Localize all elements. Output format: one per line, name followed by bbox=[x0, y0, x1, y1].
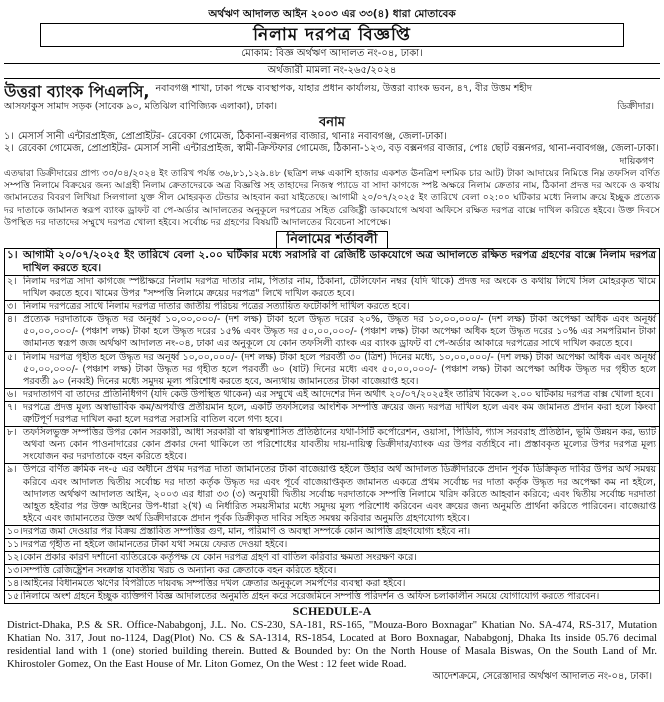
rule-item bbox=[5, 275, 659, 300]
rule-item bbox=[5, 300, 659, 313]
court-name: মোকাম: বিজ্ঞ অর্থঋণ আদালত নং-০৪, ঢাকা। bbox=[241, 48, 423, 59]
rule-number: ১২। bbox=[7, 552, 23, 564]
rules-title: নিলামের শর্তাবলী bbox=[276, 231, 389, 249]
signature-line2: অর্থঋণ আদালত নং-০৪, ঢাকা। bbox=[528, 671, 652, 683]
rule-item bbox=[5, 538, 659, 551]
defendant-item bbox=[4, 143, 660, 156]
rule-number: ১৩। bbox=[7, 565, 23, 577]
rule-text: দরদাতাগণ বা তাদের প্রতিনিধিগণ (যদি কেউ উপস্থিত থাকেন) এর সম্মুখে এই আদেশের দিন অর্থাৎ ২০/০৭/২০২৫ইং তারিখ বিকেল ২.০০ ঘটিকায় দরপত্র বাক্স খোলা হবে। bbox=[23, 388, 654, 400]
rule-item bbox=[5, 463, 659, 524]
bank-address-line1: নবাবগঞ্জ শাখা, ঢাকা পক্ষে ব্যবস্থাপক, যাহার প্রধান কার্যালয়, উত্তরা ব্যাংক ভবন, ৪৭, বীর উত্তম শহীদ bbox=[155, 83, 533, 94]
rule-text: আইনের বিধানমতে ঋণের বিপরীতে দায়বদ্ধ সম্পত্তির দখল ক্রেতার অনুকূলে সমর্পণের ব্যবস্থা করা হইবে। bbox=[23, 578, 406, 590]
bank-name: উত্তরা ব্যাংক পিএলসি, bbox=[4, 82, 150, 101]
rule-number: ১৪। bbox=[7, 578, 23, 590]
case-number: অর্থজারী মামলা নং-২৬৫/২০২৪ bbox=[4, 63, 660, 79]
defendant-item bbox=[4, 131, 660, 144]
schedule-title: SCHEDULE-A bbox=[292, 604, 372, 619]
signature-block bbox=[4, 671, 660, 684]
rule-item bbox=[5, 564, 659, 577]
rule-number: ৮। bbox=[7, 427, 17, 439]
defendant-number: ২। bbox=[4, 143, 14, 154]
rule-number: ২। bbox=[7, 276, 17, 288]
versus-label: বনাম bbox=[319, 114, 345, 130]
plaintiff-role: ডিক্রীদার। bbox=[617, 101, 654, 112]
defendants-list bbox=[4, 131, 660, 169]
defendant-number: ১। bbox=[4, 130, 14, 142]
rule-text: উপরে বর্ণিত ক্রমিক নং-৫ এর অধীনে প্রথম দরপত্র দাতা জামানতের টাকা বাজেয়াপ্ত হইলে উহার অর্থ আদালত ডিক্রীদারকে প্রদান পূর্বক ডিক্রিকৃত দাবির উপর অর্থ সমন্বয় করিবে এবং আদালত দ্বিতীয় সর্বোচ্চ দর দাতা কর্তৃক উদ্ধৃত দর এবং পূর্বে বাজেয়াপ্তকৃত জামানত একত্রে প্রথম সর্বোচ্চ দর দাতা কর্তৃক উদ্ধৃত দর অপেক্ষা কম না হইলে, আদালত অর্থঋণ আদালত আইন, ২০০৩ এর ধারা ৩৩ (৩) অনুযায়ী দ্বিতীয় সর্বোচ্চ দরদাতাকে সম্পত্তি নিলামে খরিদ করিতে আহবান করিবে; এবং দ্বিতীয় সর্বোচ্চ দরদাতা আহূত হইবার পর উক্ত আইনের উপ-ধারা ২(খ) এ নির্ধারিত সময়সীমার মধ্যে সমুদয় মূল্য পরিশোধ করিবেন এবং ক্রয়ের জন্য অনুমতি প্রার্থনা করিতে পারিবেন। বাজেয়াপ্ত হইবে এবং জামানতের উক্ত অর্থ ডিক্রীদারকে প্রদান পূর্বক ডিক্রীকৃত দাবির সহিত সমন্বয় করিবার অনুমতি গ্রহণযোগ্য হইবে। bbox=[23, 464, 656, 524]
rule-item bbox=[5, 590, 659, 603]
rule-item bbox=[5, 388, 659, 401]
rule-text: নিলাম দরপত্র সাদা কাগজে স্পষ্টাক্ষরে নিলাম দরপত্র দাতার নাম, পিতার নাম, ঠিকানা, টেলিফোন নম্বর (যদি থাকে) প্রদত্ত দর অংকে ও কথায় লিখে সিল মোহরকৃত খামে দাখিল করতে হবে। খামের উপর "সম্পত্তি নিলামে ক্রয়ের দরপত্র" লিখে দাখিল করতে হবে। bbox=[23, 276, 656, 300]
rule-text: নিলাম দরপত্র গৃহীত হলে উদ্ধৃত দর অনূর্ধ্ব ১০,০০,০০০/- (দশ লক্ষ) টাকা হলে পরবর্তী ৩০ (ত্রিশ) দিনের মধ্যে, ১০,০০,০০০/- (দশ লক্ষ) টাকা অপেক্ষা অধিক এবং অনূর্ধ্ব ৫০,০০,০০০/- (পঞ্চাশ লক্ষ) টাকা উদ্ধৃত দর গৃহীত হলে পরবর্তী ৬০ (ষাট) দিনের মধ্যে এবং ৫০,০০,০০০/- (পঞ্চাশ লক্ষ) টাকা অপেক্ষা অধিক উদ্ধৃত দর গৃহীত হলে পরবর্তী ৯০ (নব্বই) দিনের মধ্যে সমুদয় মূল্য পরিশোধ করতে হবে, অন্যথায় জামানতের টাকা বাজেয়াপ্ত হবে। bbox=[23, 351, 656, 387]
defendant-role: দায়িকগণ bbox=[619, 155, 654, 167]
notice-page bbox=[4, 2, 660, 700]
rules-table bbox=[4, 248, 660, 604]
defendant-text: মেসার্স সানী এন্টারপ্রাইজ, প্রোপ্রাইটর- রেবেকা গোমেজ, ঠিকানা-বক্সনগর বাজার, থানাঃ নবাবগঞ্জ, জেলা-ঢাকা। bbox=[18, 130, 447, 142]
rule-text: দরপত্র জমা দেওয়ার পর বিক্রয় প্রস্তাবিত সম্পত্তির গুণ, মান, পরিমাণ ও অবস্থা সম্পর্কে কোন আপত্তি গ্রহণযোগ্য হইবে না। bbox=[23, 525, 471, 537]
rule-text: প্রত্যেক দরদাতাকে উদ্ধৃত দর অনূর্ধ্ব ১০,০০,০০০/- (দশ লক্ষ) টাকা হলে উদ্ধৃত দরের ২০%, উদ্ধৃত দর ১০,০০,০০০/- (দশ লক্ষ) টাকা অপেক্ষা অধিক এবং অনূর্ধ্ব ৫০,০০,০০০/- (পঞ্চাশ লক্ষ) টাকা হলে উদ্ধৃত দরের ১৫% এবং উদ্ধৃত দর ৫০,০০,০০০/- (পঞ্চাশ লক্ষ) টাকা অপেক্ষা অধিক হলে উদ্ধৃত দরের ১০% এর সমপরিমান টাকা জামানত স্বরূপ জজ অর্থঋণ আদালত নং-০৪, ঢাকা এর অনুকূলে যে কোন তফসিলী ব্যাংক এর ব্যাংক ড্রাফট বা পে-অর্ডার আকারে দরপত্রের সাথে দাখিল করতে হবে। bbox=[23, 314, 656, 350]
rules-heading bbox=[4, 229, 660, 247]
plaintiff-block bbox=[4, 83, 660, 101]
rule-number: ৪। bbox=[7, 314, 17, 326]
rule-number: ৩। bbox=[7, 301, 17, 313]
rule-number: ৬। bbox=[7, 388, 17, 400]
rule-text: কোন প্রকার কারণ দর্শানো ব্যতিরেকে কর্তৃপক্ষ যে কোন দরপত্র গ্রহণ বা বাতিল করিবার ক্ষমতা সংরক্ষণ করে। bbox=[23, 552, 417, 564]
schedule-text: District-Dhaka, P.S & SR. Office-Nababgonj, J.L. No. CS-230, SA-181, RS-165, "Mouza-Boro Boxnagar" Khatian No. SA-474, RS-317, Mutation Khatian No. 317, Jout no-1124, Dag(Plot) No. CS & SA-1314, RS-1854, Located at Boro Boxnagar, Nababgonj, Dhaka Its inside 05.76 decimal residential land with 1 (one) storied building therein. Butted & Bounded by: On the North House of Masala Biswas, On the South Land of Mr. Khirostoler Gomez, On the East House of Mr. Liton Gomez, On the West : 12 feet wide Road. bbox=[7, 620, 657, 671]
bank-address-line2: আসফাকুস সামাদ সড়ক (সাবেক ৯০, মতিঝিল বাণিজ্যিক এলাকা), ঢাকা। bbox=[4, 101, 278, 112]
rule-item bbox=[5, 525, 659, 538]
rule-item bbox=[5, 577, 659, 590]
law-reference: অর্থঋণ আদালত আইন ২০০৩ এর ৩৩(৪) ধারা মোতাবেক bbox=[208, 8, 456, 20]
rule-number: ৭। bbox=[7, 401, 17, 413]
rule-text: তফসিলভুক্ত সম্পত্তির উপর কোন সরকারী, আধা সরকারী বা স্বায়ত্বশাসিত প্রতিষ্ঠানের যথা-সিটি কর্পোরেশন, ওয়াসা, পিডিবি, গ্যাস সরবরাহ প্রতিষ্ঠান, ভূমি উন্নয়ন কর, ভ্যাট অথবা অন্য কোন পাওনাদারের কোন প্রকার দেনা থাকিলে তা পরিশোধের যাবতীয় দায়-দায়িত্ব ডিক্রীদার/ব্যাংক এর উপর বর্তাইবে না। প্রস্তাবকৃত মূল্যের উপর দরপত্র মূল্য সংযোজন কর দরদাতাকে বহন করিতে হইবে। bbox=[23, 427, 656, 463]
rule-item bbox=[5, 313, 659, 350]
rule-item bbox=[5, 426, 659, 463]
signature-line1: আদেশক্রমে, সেরেস্তাদার bbox=[432, 671, 526, 683]
plaintiff-address-row bbox=[4, 101, 660, 114]
rule-item bbox=[5, 551, 659, 564]
rule-text: আগামী ২০/০৭/২০২৫ ইং তারিখে বেলা ২.০০ ঘটিকার মধ্যে সরাসরি বা রেজিষ্টি ডাকযোগে অত্র আদালতে রক্ষিত দরপত্র গ্রহণের বাক্সে নিলাম দরপত্র দাখিল করতে হবে। bbox=[23, 249, 656, 275]
rule-item bbox=[5, 351, 659, 388]
rule-number: ১১। bbox=[7, 538, 23, 550]
rule-text: সম্পত্তি রেজিষ্ট্রেশন সংক্রান্ত যাবতীয় খরচ ও অন্যান্য কর ক্রেতাকে বহন করিতে হইবে। bbox=[23, 565, 337, 577]
rule-number: ১। bbox=[7, 249, 18, 262]
rule-item bbox=[5, 249, 659, 275]
defendant-text: রেবেকা গোমেজ, প্রোপ্রাইটর- মেসার্স সানী এন্টারপ্রাইজ, স্বামী-ক্রিস্টফার গোমেজ, ঠিকানা-১২৩, বড় বক্সনগর বাজার, পোঃ ছোট বক্সনগর, থানা-নবাবগঞ্জ, জেলা-ঢাকা। bbox=[18, 143, 659, 154]
rule-number: ১৫। bbox=[7, 591, 23, 603]
rule-text: নিলাম দরপত্রের সাথে নিলাম দরপত্র দাতার জাতীয় পরিচয় পত্রের সত্যায়িত ফটোকপি দাখিল করতে হবে। bbox=[23, 301, 410, 313]
rule-text: দরপত্রে প্রদত্ত মূল্য অস্বাভাবিক কম/অপর্যাপ্ত প্রতীয়মান হলে, একটি তফসিলের আংশিক সম্পত্তি ক্রয়ের জন্য দরপত্র দাখিল হলে এবং কম জামানত প্রদান করা হলে কিংবা ত্রুটিপূর্ণ দরপত্র দাখিল করা হলে দরপত্র সরাসরি বাতিল বলে গণ্য হবে। bbox=[23, 401, 656, 426]
notice-title: নিলাম দরপত্র বিজ্ঞপ্তি bbox=[40, 23, 624, 47]
rule-number: ৫। bbox=[7, 351, 17, 363]
rule-number: ৯। bbox=[7, 464, 17, 476]
rule-item bbox=[5, 401, 659, 426]
rule-number: ১০। bbox=[7, 525, 23, 537]
rule-text: দরপত্র গৃহীত না হইলে জামানতের টাকা যথা সময়ে ফেরত দেওয়া হইবে। bbox=[23, 538, 288, 550]
rule-text: নিলামে অংশ গ্রহনে ইচ্ছুক ব্যক্তিগণ বিজ্ঞ আদালতের অনুমতি গ্রহন করে সরেজমিনে সম্পত্তি পরিদর্শন ও অফিস চলাকালীন সময়ে যোগাযোগ করতে পারবেন। bbox=[23, 591, 600, 603]
intro-paragraph: এতদ্বারা ডিক্রীদারের প্রাপ্য ৩০/০৪/২০২৪ ইং তারিখ পর্যন্ত ৩৬,৮১,১২৯.৪৮ (ছত্রিশ লক্ষ একাশি হাজার একশত ঊনত্রিশ দশমিক চার আট) টাকা আদায়ের নিমিত্তে নিম্ন তফসিল বর্ণিত সম্পত্তি নিলামে বিক্রয়ের জন্য আগ্রহী নিলাম ক্রেতাদেরকে অত্র বিজ্ঞপ্তি সহ তাহাদের নিজস্ব প্যাডে বা সাদা কাগজে স্পষ্ট অক্ষরে নিলাম ক্রেতার নাম, ঠিকানা প্রদত্ত দর অংকে ও কথায় জামানতের বিবরণ লিখিয়া সিলগালা যুক্ত সীল মোহরকৃত টেন্ডার আহবান করা যাইতেছে। আগামী ২০/০৭/২০২৫ ইং তারিখে বেলা ০২:০০ ঘটিকার মধ্যে নিলাম ক্রয়ে ইচ্ছুক প্রত্যেক দর দাতাকে জামানত স্বরূপ ব্যাংক ড্রাফট বা পে-অর্ডার আদালতের অনুকূলে দরপত্রের সহিত রেজিষ্ট্রী ডাকযোগে অথবা অফিসে রক্ষিত দরপত্র বাক্সে দাখিল করিতে হইবে। উক্ত দিবসে উপস্থিত দর দাতাদের সম্মুখে দরপত্র খোলা হইবে। সর্বোচ্চ দর গ্রহণের বিষয়টি আদালতের বিবেচনা সাপেক্ষে। bbox=[4, 168, 660, 228]
